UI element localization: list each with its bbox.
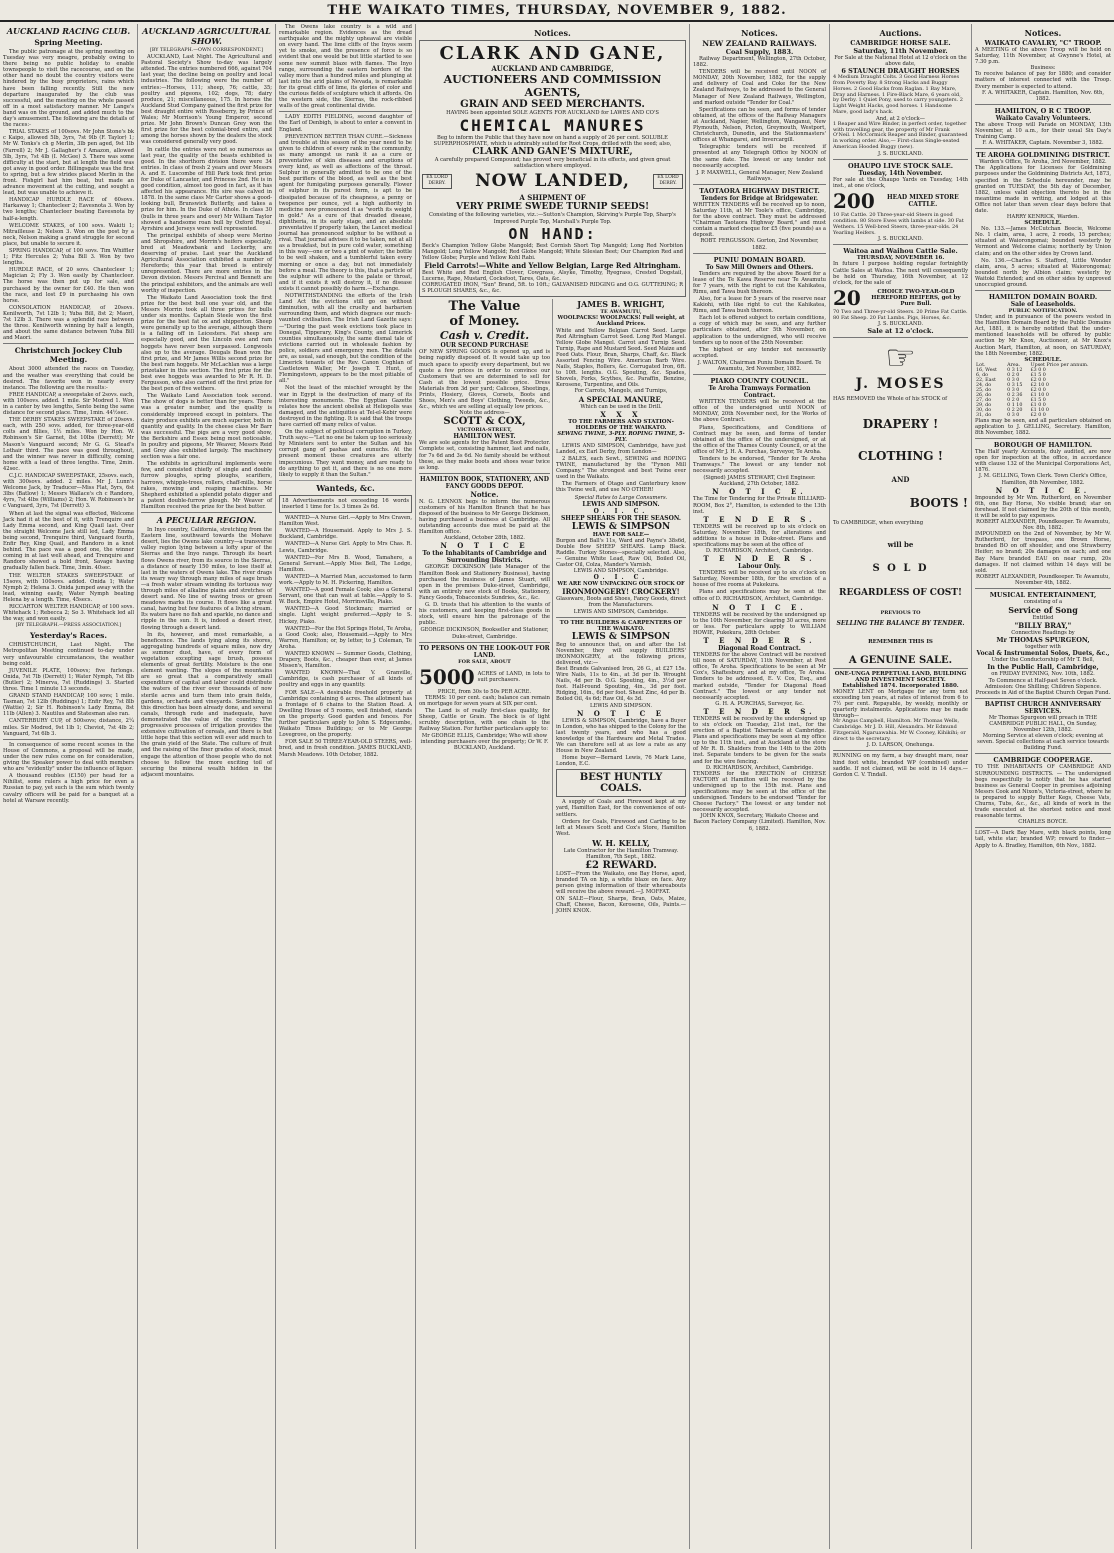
agricultural-show-article: AUCKLAND, Last Night. The Agricultural and Pastoral Society's Show to-day was largely attended. The entries numbered 666, against 704 last year, the decline being on poultry and local industries. The following were the number of entries:—Horses, 111; sheep, 76; cattle, 35; poultry and pigeons, 102; dogs, 78; dairy produce, 21; miscellaneous, 175. In horses the Auckland Stud Company gained the first prize for best draught entire with Roseberry, by Prince of Wales; Mr Morrison's Young Emperor, second prize. Mr John Brown's Duncan Grey won the first prize for the best colonial-bred entire, and among the horses shown by the dealers the stock was considered generally very good. In cattle the entries were not so numerous as last year, the quality of the beasts exhibited is good. In the shorthorn division there were 34 entries. In class of fresh 2 years and over Messrs A. and E. Luscombe of Hill Park took first prize for Duke of Lancaster, and Princess 2nd. He is in good condition, almost too good in fact, as it has affected his appearance. His sire was calved in 1878. In the same class Mr Carter shows a good-looking bull, Brunswick Butterfly, and takes a prize for him. In the Duke of Athole. In class 30 (bulls in three years and over) Mr William Taylor showed a handsome roan bull by Oxford Royal. Ayrshire and Jerseys were well represented. The principal exhibits of sheep were Merino and Shropshire, and Morrin's heifers especially, bred at Meadowbank and Lockerby, are deserving of praise. Last year the Auckland Agricultural Association exhibited a number of Herefords; this year that breed is entirely unrepresented. There are more entries in the Devon division. Messrs Percival and Bennett are the principal exhibitors, and the animals are well worthy of inspection. The Waikato Land Association took the first prize for the best bull one year old, and the Messrs Morrin took all three prizes for bulls under six months. Captain Steele won the first prize for the best fat ox and shipperton. Sheep were generally up to the average, although there is a falling off in Leicesters. Fat sheep are especially good, and the Lincoln ewe and ram hoggets have never been surpassed. Longwools also up to the average. Dougals Bean won the first prize, and Mr James Willis second prize for the best ram hoggets. Mr McLachlan was a large prizetaker in this section. The first prize for the best ewe hoggets was awarded to Mr R. H. D. Fergusson, who also carried off the first prize for the best pen of five wethers. The Waikato Land Association took second. The show of dogs is better than for years. There was a greater number, and the quality is considerably improved except in pointers. The dairy produce exhibits are much superior, both in quantity and quality. In the cheese class Mr Barr was successful. The pigs are a very good show, the Berkshire and Essex being most noticeable. In poultry and pigeons, Mr Weaver, Messrs Reid and Grey also exhibited largely. The machinery section was a fair one. The exhibits in agricultural implements were few, and consisted chiefly of single and double furrow ploughs, spring ploughs, scarifiers, harrows, whipple-trees, rollers, chaff-mills, horse rakes, mowing and reaping machines. Mr Shepherd exhibited a splendid potato digger and a patent double-furrow plough. Mr Weaver of Hamilton received the prize for the best butter.: [141, 54, 272, 510]
ohaupo-venue: For sale at the Ohaupo Yards on Tuesday, 14th inst., at one o'clock,: [833, 176, 968, 190]
turnip-varieties: Consisting of the following varieties, viz.:—Sutton's Champion, Skirving's Purple Top, Sharp's Improved Purple Top, Marshall's Purple Top.: [429, 212, 676, 225]
readings-by: Connective Readings by: [1011, 630, 1075, 637]
wanteds-rates: 18 Advertisements not exceeding 16 words inserted 1 time for 1s. 3 times 2s 6d.: [279, 495, 412, 513]
cambridge-inhabitants: To the Inhabitants of Cambridge and Surrounding Districts.: [422, 550, 547, 565]
divider: [3, 739, 134, 740]
wanted-ad: WANTED—A good Female Cook; also a General Servant, one that can wait at table.—Apply to S. W. Buck, Empire Hotel, Morrinsville, Piako.: [279, 587, 412, 606]
richardson-signature: D. RICHARDSON, Architect, Cambridge.: [705, 764, 814, 771]
divider: [3, 343, 134, 344]
regardless-of-cost: REGARDLESS OF COST!: [839, 587, 962, 598]
divider: [975, 104, 1111, 105]
sold-title: S O L D: [872, 562, 929, 574]
wanted-ad: FOR SALE 50 THREE-YEAR-OLD STEERS, well-bred, and in fresh condition. JAMES BUCKLAND, Marsh Meadows. 10th October, 1882.: [279, 739, 412, 758]
baptist-preach: Mr Thomas Spurgeon will preach in THE CAMBRIDGE PUBLIC HALL, On Sunday, November 12th, 1882.: [988, 714, 1098, 734]
christchurch-article: About 3000 attended the races on Tuesday, and the weather was everything that could be desired. The favorite won in nearly every instance. The following are the results:- FREE HANDICAP, a sweepstake of 2sovs. each, with 100sovs. added. 1 mile. Sir Modred 1. Won in a canter by two lengths, Sento being the same distance for second place. Time, 1min. 44½sec. THE DERBY STAKES SWEEPSTAKE of 20sovs. each, with 250 sovs. added, for three-year-old colts and fillies, 1½ miles. Won by Hon. W. Robinson's Sir Garnet, 8st 10lbs (Derrett); Mr Mason's Vanguard second; Mr G. G. Stead's Lothair third. The pace was good throughout, and the winner was never in difficulty, coming home with a lead of three lengths. Time, 2min. 42sec. C.J.C. HANDICAP SWEEPSTAKE, 25sovs. each, with 300sovs. added. 2 miles. Mr J. Lunn's Welcome Jack, by Traducer—Miss Flat, 5yrs, 6st 3lbs (Batlow) 1; Messrs Wallace's ch c Randoro, 4yrs, 7st 4lbs (Williams) 2; Hon. W. Robinson's br c Vanguard, 3yrs, 7st (Derrett) 3. When at last the signal was effected, Welcome Jack had it at the best of it, with Trenquire and Lady Emma second, and King Quail last. Over the straight Welcome Jack still led, Lady Emma being second, Trenquire third, Vanguard fourth, Enfir Rey, King Quail, and Randoro in a knot behind. The pace was a good one, the winner coming in at last well ahead, and Trenquire and Randoro showed a bold front, Savage having gradually fallen back. Time, 3min. 40sec. THE WELTER STAKES SWEEPSTAKE of 15sovs, with 100sovs. added. Onida 1; Water Nymph 2; Helena 3. Onida jumped away with the lead, winning easily, Water Nymph beating Helena by a length. Time, 45secs. RICCARTON WELTER HANDICAP, of 100 sovs. Whitehack 1; Rebecca 2; So 3. Whitehack led all the way, and won easily.: [3, 366, 134, 623]
knox-signature: JOHN KNOX, Secretary, Waikato Cheese and Bacon Factory Company (Limited). Hamilton, Nov. 6, 1882.: [693, 813, 826, 832]
public-notification: PUBLIC NOTIFICATION.: [1008, 308, 1078, 315]
value-title: The Value: [448, 299, 521, 315]
divider: [975, 438, 1111, 439]
glassware-boots: Glassware, Boots and Shoes, Fancy Goods, direct from the Manufacturers.: [556, 596, 686, 609]
acres-lots: ACRES of LAND, in lots to suit purchasers.: [477, 670, 550, 683]
stewart-signature: (Signed) JAMES STEWART, Civil Engineer. Auckland, 27th October, 1882.: [703, 475, 816, 488]
ex-lord-derby-tag: EX LORD DERBY.: [653, 174, 683, 188]
ex-lord-derby-tag: EX LORD DERBY.: [422, 174, 452, 188]
column-racing: [0, 24, 138, 1549]
now-landed-title: NOW LANDED,: [475, 171, 630, 192]
lewis-simpson-sig: LEWIS AND SIMPSON, Cambridge.: [573, 608, 669, 615]
kenrick-signature: HARRY KENRICK, Warden.: [1006, 214, 1080, 221]
scott-cox: SCOTT & COX,: [443, 416, 526, 428]
tenders-spaced: T E N D E R S.: [703, 514, 816, 524]
troop-title: HAMILTON, O R C TROOP.: [994, 106, 1092, 115]
pointing-hand-icon: ☞: [885, 338, 916, 379]
twine-heading: SEWING TWINE, 3-PLY. ROPING TWINE, 5-PLY.: [557, 430, 685, 443]
clothing-title: CLOTHING !: [858, 448, 943, 463]
waitoa-notice: In future I purpose holding regular fortnightly Cattle Sales at Waitoa. The next will consequently be held on Thursday, 16th November, at 12 o'clock, for the sale of: [833, 261, 968, 286]
puniu-title: PUNIU DOMAIN BOARD.: [713, 255, 806, 264]
unpacking-stock: WE ARE NOW UNPACKING OUR STOCK OF: [557, 581, 685, 588]
lewis-simpson-sig: LEWIS AND SIMPSON, Cambridge.: [573, 568, 669, 575]
hereford-heifers: CHOICE TWO-YEAR-OLD HEREFORD HEIFERS, got by Pure Bull.: [871, 288, 961, 307]
leasehold-notice: Under, and in pursuance of the powers vested in the Hamilton Domain Board by the Public Domains Act, 1881, it is hereby notified that the under-mentioned leaseholds will be offered by public auction by Mr Knox, Auctioneer, at Mr Knox's Auction Mart, Hamilton, at noon, on SATURDAY, the 18th November, 1882.: [975, 314, 1111, 357]
misc-news: LADY EDITH FIELDING, second daughter of the Earl of Denbigh, is about to enter a convent in England. PREVENTION BETTER THAN CURE.—Sickness and trouble at this season of the year need to be given to children of every rank in the community, as many amongst us rank it as a cure or preventative of skin diseases and eruptions of every kind, as well as affections of the throat. Sulphur in generally admitted to be one of the best purifiers of the blood, as well as the best agent for fumigating purposes generally. Flower of sulphur in its purest form, is apt to be dissipated because of its cheapness, a penny or twopence per ounce, yet a high authority in medicine now pronounced it as "worth its weight in gold." As a cure of that dreaded disease, diphtheria, in its early stage, and an absolute preventative if properly taken, the Lancet medical journal has pronounced sulphur to be without a rival. That journal advises it to be taken, not at all as a breakfast, but in pure cold water, something in this way—one or two a pint of water; the bottle to be well shaken, and a tumblerful taken every morning or once a day, but not immediately before a meal. The theory is this, that a particle of the sulphur will adhere to the palate or throat, and if it exists it will destroy it, if no disease exists it cannot possibly do harm.—Exchange. NOTWITHSTANDING the efforts of the Irish Land Act the evictions still go on without diminution, with all the cruelty and barbarism surrounding them, and which disgrace our much-vaunted civilisation. The Irish Land Gazette says:—"During the past week evictions took place in Donegal, Tipperary, King's County, and Limerick counties simultaneously, the same dismal tale of evictions carried out in wholesale fashion by police, soldiers and emergency men. The details are, as usual, sad enough, but the condition of the Limerick tenants of the Rev. Canon Coghlan of Castletown Waller, Mr Joseph T. Hunt, of Flemingstown, appears to be the most pitiable of all." Not the least of the mischief wrought by the war in Egypt is the destruction of many of its interesting monuments. The Egyptian Gazette relates how the ancient obelisk at Heliopolis was damaged, and the antiquities at Tel-el-Kebir were destroyed in the fighting. It is said that the troops have carried off many relics of value. On the subject of political corruption in Turkey, Truth says:—"Let no one be taken up too seriously by Ministers sent to enter the Sultan and his corrupt gang of pashas and eunuchs. At the present moment these creatures are utterly impecunious. They want money, and are ready to do anything to get it, and there is no one more likely to supply it than the Sultan.": [279, 114, 412, 478]
divider: [833, 159, 968, 160]
victoria-street: VICTORIA-STREET,: [457, 427, 512, 434]
clark-gane-auctioneers: AUCTIONEERS AND COMMISSION AGENTS,: [443, 73, 662, 99]
shears-list: Burgon and Ball's 11s, Ward and Payne's 38s6d, Double Bow SHEEP SHEARS. Lamp Black. Raddle. Turkey Stones—specially selected. Also,— Genuine White Lead, Raw Oil, Boiled Oil, Castor Oil, Colza, Mander's Varnish.: [556, 537, 686, 569]
racing-article: The public patronage at the spring meeting on Tuesday was very meagre, probably owing to there being no public holiday to enable townspeople to visit the racecourse, and on the other hand no doubt the country visitors were hindered by the busy proprietors, rains which have been falling recently. Still the new departure inaugurated by the club was successful, and the meeting on the whole passed off in a most satisfactory manner. Mr Lange's band was on the ground, and added much to the day's amusement. The following are the details of the races:- TRIAL STAKES of 100sovs. Mr John Stone's bk c Kaipo, allowed 5lb, 3yrs, 7st 9lb (F. Taylor) 1; Mr W. Tonks's ch g Merlin, 3lb pen aged, 9st 1lb (Farrell) 2; Mr J. Gallagher's f Amazon, allowed 5lb, 3yrs, 7st 4lb (I. McGee) 3. There was some difficulty at the start, but at length the field was got away in good order. Billingsgate was the first to spring, but a few strides placed Merlin in the front. Fishgirl had him beat, but made an advance movement at the cutting, and sought a lead, but was unable to achieve it. HANDICAP HURDLE RACE of 60sovs. Harkaway 1; Chantecleer 2; Eavesnota 3. Won by two lengths; Chantecleer beating Eavesnota by half-a-length. WELCOME STAKES, of 100 sovs. Wakiti 1; Mitrailleuse 2; Nelson 3. Won on the post by a neck, Nelson making a grand struggle for second place, but unable to secure it. SPRING HANDICAP, of 100 sovs. Tim Whiffler 1; Fitz Hercules 2; Yuba Bill 3. Won by two lengths. HURDLE RACE, of 20 sovs. Chantecleer 1; Magician 2; Fly 3. Won easily by Chantecleer. The horse was then put up for sale, and purchased by the owner for £40. He then won the race, and lost £9 in purchasing his own horse. CONSOLATION HANDICAP, of 20sovs. Kenilworth, 7st 12lb 1; Yuba Bill, 8st 2; Maori, 7st 12lb 3. There was a splendid race between the three. Kenilworth winning by half a length, and about the same distance between Yuba Bill and Maori.: [3, 49, 134, 342]
clark-gane-mixture: CLARK AND GANE'S MIXTURE,: [472, 147, 633, 158]
sale-time: Sale at 12 o'clock.: [867, 327, 934, 336]
builders-prices: Best Brands Galvanised Iron, 26 G., at £27 15s. Wire Nails, 11s to 4in., at 3d per lb. Wrought Nails, 4d per lb. O.G. Spouting, 4in., 3½d per foot. Half-round Spouting, 4in., 3d per foot. Ridging, 16in., 6d per foot. Sheet Zinc, 4d per lb. Boiled Oil, 4s 6d; Raw Oil, 4s 3d.: [556, 665, 686, 703]
previous-to: PREVIOUS TO: [880, 609, 921, 616]
spring-meeting-title: Spring Meeting.: [34, 38, 103, 47]
conductor: Under the Conductorship of Mr T. Bell,: [991, 657, 1095, 664]
divider: [693, 374, 826, 375]
yesterdays-races-heading: Yesterday's Races.: [30, 631, 107, 641]
wanted-ad: WANTED—A Nurse Girl.—Apply to Mrs Craven, Hamilton West.: [279, 515, 412, 528]
table-row: 16, West 0 3 12 £3 0 0: [976, 367, 1046, 373]
kelly-signature: Late Contractor for the Hamilton Tramway. Hamilton, 7th Sept., 1882.: [563, 847, 679, 861]
tenders-spaced: T E N D E R S.: [703, 636, 816, 646]
whitaker-signature: F. A. WHITAKER, Captain. November 3, 1882.: [982, 140, 1104, 147]
to-cambridge: To CAMBRIDGE, when everything: [833, 519, 924, 526]
agents-list: Mr Angus Campbell, Hamilton. Mr Thomas Wells, Cambridge. Mr J. D. Hill, Alexandra. Mr Edmund Fitzgerald, Ngaruawahia. Mr W. Cooney, Kihikihi; or direct to the secretary.: [833, 718, 966, 742]
hamilton-west: HAMILTON WEST.: [453, 433, 516, 441]
spurgeon-name: Mr THOMAS SPURGEON,: [996, 636, 1090, 645]
dickinson-notice: GEORGE DICKINSON (late Manager of the Hamilton Book and Stationery Business), having purchased the business of James Stuart, will open in the premises Duke-street, Cambridge, with an entirely new stock of Books, Stationery, Fancy Goods, Tobacconists Sundries, &c., &c. G. D. trusts that his attention to the wants of his customers, and keeping first-class goods in stock, will ensure him the patronage of the public.: [419, 564, 550, 627]
lewis-simpson-sig: LEWIS AND SIMPSON.: [590, 702, 652, 709]
own-correspondent-line: [BY TELEGRAPH.—OWN CORRESPONDENT.]: [149, 48, 264, 53]
notice-spaced: N O T I C E.: [712, 602, 807, 612]
column-miscellany: [276, 24, 416, 1549]
clark-gane-agents: HAVING been appointed SOLE AGENTS FOR AUCKLAND for LAWES AND CO'S: [446, 110, 659, 116]
puniu-notice: Tenders are required by the above Board for a lease of the Te Kawa Reserve near Te Awamutu for 7 years, with the right to cut the Kahikatea, Rimu, and Tawa bush thereon. Also, for a lease for 5 years of the reserve near Kakiohi, with like right to cut the Kahikatea, Rimu, and Tawa bush thereon. Each lot is offered subject to certain conditions, a copy of which may be seen, and any further particulars obtained, after 5th November, on application to the undersigned, who will receive tenders up to noon of the 25th November. The highest or any tender not necessarily accepted.: [693, 270, 826, 359]
clearing-tender: TENDERS will be received by the undersigned up to the 10th November, for clearing 30 acres, more or less. For particulars apply to WILLIAM HOWIE, Pukekura, 28th October.: [693, 611, 826, 636]
richardson-signature: D. RICHARDSON, Architect, Cambridge.: [705, 548, 814, 555]
horse-sale-title: CAMBRIDGE HORSE SALE.: [850, 39, 951, 47]
duke-street-tender: TENDERS will be received up to six o'clock on Saturday, November 18th, for alterations and additions to a house in Duke-street. Plans and specifications may be seen at the office of: [693, 523, 826, 548]
kelly-name: W. H. KELLY,: [592, 837, 650, 848]
ohaupo-date: Tuesday, 14th November.: [858, 169, 943, 177]
column-agricultural: [138, 24, 276, 1549]
onehunga-society: ONE-UNGA PERPETUAL LAND, BUILDING AND INVESTMENT SOCIETY.: [834, 670, 967, 683]
buckland-signature: J. S. BUCKLAND.: [877, 236, 924, 243]
alexander-signature: ROBERT ALEXANDER, Poundkeeper. Te Awamutu, November 4th, 1882.: [975, 573, 1111, 586]
moses-removed: HAS REMOVED the Whole of his STOCK of: [833, 396, 948, 403]
sheep-shears-heading: SHEEP SHEARS FOR THE SEASON.: [560, 514, 682, 522]
waitoa-title: Waitoa and Waihou Cattle Sale.: [843, 247, 958, 256]
horse-sale-date: Saturday, 11th November.: [853, 47, 948, 55]
clark-and-gane-ad: [419, 40, 686, 297]
organ-fund: Proceeds in Aid of the Baptist Church Organ Fund.: [975, 689, 1111, 696]
cooperage-notice: TO THE INHABITANTS OF CAMBRIDGE AND SURROUNDING DISTRICTS. — The undersigned begs respectfully to notify that he has started business as General Cooper in premises adjoining Messrs Cook and Nixon's, Victoria-street, where he is prepared to supply Butter Kegs, Cheese Vats, Churns, Tubs, &c., &c., all kinds of work in the trade executed at the shortest notice and most reasonable terms.: [975, 764, 1111, 820]
clark-gane-location: AUCKLAND AND CAMBRIDGE,: [491, 64, 614, 73]
clark-gane-name: CLARK AND GANE,: [439, 43, 666, 64]
wanteds-heading: Wanteds, &c.: [279, 480, 412, 493]
bridgewater-title: Tenders for Bridge at Bridgewater.: [700, 194, 819, 202]
cattle-count: 200: [833, 189, 875, 214]
of-money-title: of Money.: [449, 314, 520, 330]
clark-gane-superphosphate: Beg to inform the Public that they have now on hand a supply of 26 per cent. SOLUBLE SUPERPHOSPHATE, which is admirably suited for Root Crops, drilled with the seed; also,: [433, 135, 672, 148]
press-association-line: [BY TELEGRAPH.—PRESS ASSOCIATION.]: [15, 623, 122, 629]
divider: [279, 111, 412, 112]
walton-signature: J. WALTON, Chairman Puniu Domain Board. Te Awamutu, 3rd November, 1882.: [697, 359, 822, 373]
table-row: 27, do 0 2 0 £1 5 0: [976, 397, 1046, 403]
buckland-signature: J. S. BUCKLAND.: [877, 150, 924, 157]
shipment-of: A SHIPMENT OF: [519, 193, 586, 203]
tenders-spaced: T E N D E R S.: [703, 706, 816, 716]
alexander-signature: ROBERT ALEXANDER, Poundkeeper. Te Awamutu, Nov. 8th, 1882.: [975, 518, 1111, 532]
goldmining-title: TE AROHA GOLDMINING DISTRICT.: [975, 151, 1111, 160]
cheese-factory-tender: TENDERS for the ERECTION of CHEESE FACTORY at Hamilton will be received by the undersigned up to the 15th inst. Plans and specifications may be seen at the office of the undersigned. Tenders to be endorsed "Tender for Cheese Factory." The lowest or any tender not necessarily accepted.: [693, 770, 826, 814]
dickinson-signature: GEORGE DICKINSON, Bookseller and Stationer, Duke-street, Cambridge.: [420, 627, 549, 640]
musical-title: MUSICAL ENTERTAINMENT,: [989, 591, 1097, 599]
have-for-sale: HAVE FOR SALE—: [592, 531, 650, 538]
reward-notice: LOST—From the Waikato, one Bay Horse, aged, branded TA on hip, a white blaze on face. Any person giving information of their whereabouts will receive the above reward.—J. MOFFAT.: [556, 871, 686, 896]
consisting-of: consisting of a: [1023, 599, 1063, 605]
corrugated-iron: CORRUGATED IRON, "Sun" Brand, 5ft. to 10ft.; GALVANISED RIDGING and O.G. GUTTERING; R S PLOUGH SHARES, &c., &c.: [422, 282, 683, 295]
divider: [693, 253, 826, 254]
boyce-signature: CHARLES BOYCE.: [1018, 819, 1068, 826]
railways-notice: Railway Department, Wellington, 27th October, 1882. TENDERS will be received until NOON of MONDAY, 20th November, 1882, for the supply and delivery of Coal and Coke for the New Zealand Railways, to be addressed to the General Manager of New Zealand Railways, Wellington, and marked outside "Tender for Coal." Specifications can be seen, and forms of tender obtained, at the offices of the Railway Managers at Auckland, Napier, Wellington, Wanganui, New Plymouth, Nelson, Picton, Greymouth, Westport, Christchurch, Dunedin, and the Stationmasters' offices at Whangarei, and Invercargill. Telegraphic tenders will be received if presented at any Telegraph Office by NOON of the same date. The lowest or any tender not necessarily accepted.: [693, 56, 826, 169]
london-buyer: LEWIS & SIMPSON, Cambridge, have a Buyer in London, who has shipped to the Colony for the last twenty years, and who has a good knowledge of the Hardware and Metal Trades. We can therefore sell at as low a rate as any House in New Zealand. Home buyer—Bernard Lewis, 76 Mark Lane, London, E.C.: [556, 717, 686, 768]
chemical-manures-title: CHEMICAL MANURES: [459, 116, 646, 136]
yesterdays-races-article: CHRISTCHURCH, Last Night. The Metropolitan Meeting continued to-day under very unfavourable circumstances, the weather being cold. JUVENILE PLATE, 100sovs; five furlongs. Onida, 7st 7lb (Derrett) 1; Water Nymph, 7st 8lb (Butler) 2; Minerva, 7st (Ruddings) 3. Started three. Time 1 minute 13 seconds. GRAND STAND HANDICAP, 100 sovs; 1 mile. Tasman, 7st 12lb (Ruddings) 1; Enfir Rey, 7st 8lb (Wattie) 2; Sir H. Robinson's Lady Emma, 8st 11lb (Allen) 3. Nautilus and Statesman also ran. CANTERBURY CUP, of 500sovs; distance, 2¼ miles. Sir Modred, 9st 1lb 1; Cheviot, 7st 4lb 2; Vanguard, 7st 6lb 3.: [3, 642, 134, 737]
lennox-date: Auckland, October 28th, 1882.: [444, 535, 525, 542]
table-row: 25, do 0 3 0 £2 0 0: [976, 387, 1046, 393]
book-depot-title: HAMILTON BOOK, STATIONERY, AND FANCY GOODS DEPOT.: [420, 475, 549, 490]
field-carrots: Field Carrots!—White and Yellow Belgian, Large Red Altringham.: [424, 260, 681, 270]
cash-v-credit: Cash v. Credit.: [439, 329, 530, 343]
table-header-row: Lot. Area. Upset Price per annum.: [976, 362, 1089, 368]
wanted-ad: FOR SALE—A desirable freehold property at Cambridge containing 6 acres. The allotment has a frontage of 6 chains to the Station Road. A Dwelling House of 5 rooms, well finished, stands on the property. Good garden and fences. For further particulars apply to John S. Edgecumbe, Waikato Times Buildings; or to Mr George Lovegrove, on the property.: [279, 689, 412, 739]
lewis-simpson-banner: LEWIS & SIMPSON: [571, 521, 671, 532]
clark-gane-merchants: GRAIN AND SEED MERCHANTS.: [460, 99, 645, 110]
land-price: PRICE, from 30s to 50s PER ACRE.: [437, 688, 532, 695]
cavalry-title: WAIKATO CAVALRY, "C" TROOP.: [984, 39, 1102, 47]
divider: [833, 668, 968, 669]
value-body: OF NEW SPRING GOODS is opened up, and is being rapidly disposed of. It would take up too much space to specify every department, but we quote a few prices in order to convince our Customers that we are determined to sell for Cash at the lowest possible price. Dress Materials from 3d per yard; Calicoes, Sheetings, Prints, Hosiery, Gloves, Corsets, Boots and Shoes, Men's and Boys' Clothing, Tweeds, &c., &c., which we are selling at equally low prices.: [419, 349, 550, 411]
oic-separator: O. I. C.: [593, 507, 649, 515]
reward-heading: £2 REWARD.: [585, 860, 657, 872]
christchurch-heading: Christchurch Jockey Club Meeting.: [14, 346, 123, 365]
lewis-simpson-twine: LEWIS AND SIMPSON, Cambridge, have just Landed, ex Earl Derby, from London— 2 BALES, each Sewt., SEWING and ROPING TWINE, manufactured by the "Fynon Mill Company." The strongest and best Twine ever used in the Waikato. The Farmers of Otago and Canterbury know this Twine well, and use NO OTHER!: [556, 442, 686, 494]
parade-notice: The above Troop will Parade on MONDAY, 13th November, at 10 a.m., for their usual Six Day's Training Camp.: [975, 121, 1111, 141]
reaper-list: 1 Reaper and Wire Binder, in perfect order, together with travelling gear, the property of Mr Frank O'Neil. 1 McCormick Reaper and Binder, guaranteed in working order. Also,— First-class Single-seated American Hooded Buggy (new).: [833, 120, 968, 151]
wardens-office: Warden's Office, Te Aroha, 3rd November, 1882.: [979, 159, 1107, 166]
x-separator: X X X: [600, 409, 642, 419]
mixed-store-cattle: HEAD MIXED STORE CATTLE.: [887, 194, 959, 209]
column-auctions: [830, 24, 972, 1549]
woolpacks: WOOLPACKS! WOOLPACKS! Full weight, at Auckland Prices.: [557, 315, 685, 328]
on-hand-mangolds: Beck's Champion Yellow Globe Mangold; Best Cornish Short Top Mangold; Long Red Norbiton Mangold; Long Yellow Mangold; Red Globe Mangold; White Silesian Beet; Our Champion Red and Yellow Globe; Purple and Yellow Kohl Rabi.: [422, 242, 683, 261]
divider: [975, 698, 1111, 699]
taotaora-title: TAOTAORA HIGHWAY DISTRICT.: [699, 186, 820, 195]
goldmining-schedule: No. 133.—James McCutchan Beecie, Welcome No. 1 claim, area, 1 acre, 2 roods, 15 perches; situated at Waiorongomai; bounded westerly by Vermont and Welcome claims; northerly by Union claim; and on the other sides by Crown land. No. 136.—Charles S. Stafford, Little Wonder claim, area, 5 acres; situated at Waiorongomai; bounded north by Albion claim; westerly by Waitoki Extended; and on other sides by unproved unoccupied ground.: [975, 226, 1111, 288]
second-purchase: OUR SECOND PURCHASE: [440, 342, 529, 350]
divider: [141, 512, 272, 513]
purchas-signature: G. H. A. PURCHAS, Surveyor, &c.: [715, 700, 804, 707]
farmers-heading: TO THE FARMERS AND STATION-HOLDERS OF THE WAIKATO.: [568, 418, 674, 431]
running-notice: RUNNING on my farm, a bay draught mare, near hind foot white, branded WP (combined) under saddle. If not claimed, will be sold in 14 days.—Gordon C. V. Tindall.: [833, 753, 968, 778]
horse-list: 4 Medium Draught Colts. 3 Good Harness Horses from Poverty Bay. 8 Strong Hacks and Buggy Horses. 2 Good Hacks from Raglan. 1 Bay Mare, Dray and Harness. 1 Fire-Black Mare, 6 years old, by Derby. 1 Quiet Pony, used to carry youngsters. 2 Light Weight Hacks, good horses. 1 Handsome Mare, good lady's hack.: [833, 74, 963, 115]
ironmongery-crockery: IRONMONGERY! CROCKERY!: [562, 587, 680, 597]
acreage-figure: 5000: [419, 664, 475, 689]
will-be: will be: [887, 539, 914, 549]
best-huntly-coals: BEST HUNTLY COALS.: [556, 769, 686, 797]
friday-evening: on FRIDAY EVENING, Nov. 10th, 1882.: [991, 671, 1095, 678]
land-heading: TO PERSONS ON THE LOOK-OUT FOR LAND.: [419, 644, 550, 659]
waitoa-date: THURSDAY, NOVEMBER 16.: [856, 255, 945, 262]
gelling-notice: Plans may be seen, and all particulars obtained on application to J. GELLING, Secretary. Hamilton, 8th November, 1882.: [975, 417, 1111, 436]
agricultural-show-heading: AUCKLAND AGRICULTURAL SHOW.: [142, 26, 271, 46]
oic-separator: O. I. C.: [593, 574, 649, 582]
boot-protector: We are sole agents for the Patent Boot Protector. Complete set, consisting hammer, last and nails, for 7s 6d and 3s 6d. No family should be without these, as they make boots and shoes wear twice as long.: [419, 440, 550, 471]
divider: [556, 617, 686, 618]
builders-heading: TO THE BUILDERS & CARPENTERS OF THE WAIKATO.: [559, 619, 683, 632]
impound-notice: IMPOUNDED on the 2nd of November, by Mr W. Rutherford, for trespass, one Brown Horse, branded BO on off shoulder, and one Strawberry Heifer; no brand; 20s damages on each; and one Bay Mare branded EAU on near rump, 20s damages. If not claimed within 14 days will be sold.: [975, 531, 1111, 574]
special-rates: Special Rates to Large Consumers.: [574, 494, 668, 501]
divider: [419, 642, 550, 643]
leasehold-table: [975, 363, 1111, 418]
column-notices-right: [972, 24, 1114, 1549]
remember-this: REMEMBER THIS IS: [868, 638, 933, 645]
wanted-ad: WANTED—A Good Stockman; married or single. Light weight preferred.—Apply to S. Hickey, Piako.: [279, 606, 412, 625]
cavalry-business: To receive balance of pay for 1880; and consider matters of interest connected with the Troop. Every member is expected to attend.: [975, 71, 1111, 90]
borough-notice: The Half yearly Accounts, duly audited, are now open for inspection at the office, in accordance with clause 132 of the Municipal Corporations Act, 1876.: [975, 449, 1111, 474]
leaseholds-title: Sale of Leaseholds.: [1010, 301, 1076, 309]
lost-mare-notice: LOST—A Dark Bay Mare, with black points, long tail, white star; branded WP; reward to finder.—Apply to A. Bradley, Hamilton, 6th Nov., 1882.: [975, 830, 1111, 849]
nz-railways-title: NEW ZEALAND RAILWAYS.: [702, 39, 817, 48]
clark-gane-compound: A carefully prepared Compound; has proved very beneficial in its effects, and given great satisfaction where employed.: [434, 157, 671, 170]
cavalry-meeting: A MEETING of the above Troop will be held on Saturday, 11th November, at Gwynne's Hotel, at 7.30 p.m.: [975, 47, 1111, 66]
schedule-label: SCHEDULE.: [1024, 220, 1062, 227]
established: Established 1874. Incorporated 1880.: [842, 682, 959, 689]
wanted-ad: WANTED KNOWN — Summer Goods, Clothing, Drapery, Boots, &c., cheaper than ever, at James Missen's, Hamilton.: [279, 651, 412, 670]
notices-heading: Notices.: [741, 28, 778, 38]
on-sale-notice: ON SALE—Flour, Sharps, Bran, Oats, Maize, Chaff, Cheese, Bacon, Kerosene, Oils, Paints.—JOHN KNOX.: [556, 895, 686, 914]
table-row: 22, East 0 3 0 £2 0 0: [976, 377, 1046, 383]
public-hall: In the Public Hall, Cambridge,: [987, 663, 1099, 672]
value-of-money-ad: [419, 299, 553, 913]
whitaker-signature: F. A. WHITAKER, Captain. Hamilton, Nov. 6th, 1882.: [981, 89, 1105, 102]
piako-notice: WRITTEN TENDERS will be received at the office of the undersigned until NOON of MONDAY, 20th November next, for the Works of the above Contract. Plans, Specifications, and Conditions of Contract may be seen, and forms of tender obtained at the office of the undersigned, or at the office of the Thames County Council, or at the office of Mr J. H. A. Purchas, Surveyor, Te Aroha. Tenders to be endorsed, "Tender for Te Aroha Tramways." The lowest or any tender not necessarily accepted.: [693, 399, 826, 475]
wanted-ad: WANTED—For the Hot Springs Hotel, Te Aroha, a Good Cook; also, Housemaid.—Apply to Mrs Warren, Hamilton; or, by letter, to J. Coleman, Te Aroha.: [279, 625, 412, 650]
owens-lake-continuation: The Owens lake country is a wild and remarkable region. Evidences as the dread earthquake and the mighty upheaval are visible on every hand. The lime cliffs of the Inyos seem yet to smoke, and the presence of force is so evident that one would be but little startled to see some new summit blaze with flames. The Inyo range, surrounding the eastern borders of the valley more than a hundred miles and plunging at last into the arid plains of Nevada, is remarkable for its great cliffs of lime, its glories of color and the curious fields of sculpture which it affords. On the western side, the Sierras, the rock-ribbed walls of the great continental divide.: [279, 24, 412, 110]
column-notices-main: [416, 24, 690, 1549]
misc-paragraphs: In consequence of some recent scenes in the House of Commons, a proposal will be made, under the new rules come on for consideration, giving the Speaker power to deal with members who are "evidently" under the influence of liquor. A thousand roubles (£150) per head for a Nihilist, some rulers a high price for even a Russian to pay, yet such is the sum which twenty cavalry officers will be paid for a banquet at a hotel at Warsaw recently.: [3, 741, 134, 804]
impound-notice: Impounded by Mr Wm. Rutherford, on November 6th, one Bay Horse, No visible brand; star on forehead. If not claimed by the 20th of this month, it will be sold to pay expenses.: [975, 494, 1111, 519]
notice-spaced: N O T I C E.: [995, 485, 1091, 495]
wanted-ad: WANTED—A Nurse Girl. Apply to Mrs Chas. R. Lewis, Cambridge.: [279, 541, 412, 554]
peculiar-region-heading: A PECULIAR REGION.: [156, 515, 257, 526]
notices-heading: Notices.: [534, 28, 571, 38]
wanteds-list: [279, 515, 412, 758]
selling-balance: SELLING THE BALANCE BY TENDER.: [836, 619, 965, 627]
auctions-heading: Auctions.: [879, 28, 922, 38]
turnip-seeds: VERY PRIME SWEDE TURNIP SEEDS!: [455, 202, 650, 213]
notice-spaced: N O T I C E: [576, 708, 666, 718]
divider: [833, 750, 968, 751]
admission: Admission: One Shilling; Children Sixpence.: [984, 683, 1102, 690]
buckland-signature: J. S. BUCKLAND.: [877, 321, 924, 328]
two-oclock: And, at 2 o'clock—: [876, 115, 925, 122]
column-tenders: [690, 24, 830, 1549]
borough-title: BOROUGH OF HAMILTON.: [993, 441, 1093, 450]
taotaora-notice: WRITTEN TENDERS will be received up to noon, Saturday 11th, at Mr Toole's office, Cambridge, for the above contract. They must be addressed "Chairman Taotaora Highway Board," and must contain a marked cheque for £5 (five pounds) as a deposit.: [693, 201, 826, 239]
wright-stock: White and Yellow Belgian Carrot Seed. Large Red Altringham Carrot Seed. Long Red Mangel. Yellow Globe Mangel. Carrot and Turnip Seed. Turnip, Rape and Mustard Seed. Seed Maize and Feed Oats. Flour, Bran, Sharps, Chaff, &c. Black Assorted Fencing Wire. American Barb Wire. Nails, Staples, Rollers, &c. Corrugated Iron, 6ft. to 10ft. lengths. O.G. Spouting, &c. Spades, Shovels, Forks, Scythes, &c. Paraffin, Benzine, Kerosene, Turpentine, and Oils.: [556, 327, 686, 389]
divider: [419, 473, 550, 474]
waitoa-list: 70 Two and Three-yr-old Steers. 20 Prime Fat Cattle. 80 Fat Sheep. 20 Fat Lambs. Pigs, Horses, &c.: [833, 308, 968, 321]
coal-supply-title: Coal Supply, 1883.: [725, 48, 794, 56]
drill-note: Which can be used in the Drill.: [580, 403, 662, 410]
and-label: AND: [891, 474, 910, 484]
divider: [975, 290, 1111, 291]
commence-time: To Commence at Half-past Seven o'clock.: [988, 677, 1098, 684]
tabernacle-tender: TENDERS will be received by the undersigned up to six o'clock on Tuesday, 21st inst., for the erection of a Baptist Tabernacle at Cambridge. Plans and specifications may be seen at my office up to the 11th inst., and at Auckland at the store of Mr R. B. Shalders from the 14th to the 20th inst. Separate tenders to be given for the seats and for the wire fencing.: [693, 715, 826, 765]
land-contact: Mr GEORGE ELLIS, Cambridge; Who will show intending purchasers over the property; Or W. F. BUCKLAND, Auckland.: [420, 733, 549, 752]
piako-title: PIAKO COUNTY COUNCIL.: [710, 377, 809, 386]
divider: [833, 244, 968, 245]
horse-sale-venue: For Sale at the National Hotel at 12 o'clock on the above date,: [834, 55, 967, 68]
table-row: 30, do 0 2 20 £1 10 0: [976, 407, 1049, 413]
cooperage-title: CAMBRIDGE COOPERAGE.: [993, 756, 1093, 765]
land-terms: TERMS: 10 per cent. cash; balance can remain on mortgage for seven years at SIX per cent. The Land is of really first-class quality, for Sheep, Cattle or Grain. The block is of light scrubby description, with one chain to the Railway Station. For further particulars apply to:: [419, 694, 550, 733]
service-of-song: Service of Song: [1008, 605, 1078, 616]
divider: [975, 753, 1111, 754]
gelling-signature: J. M. GELLING, Town Clerk. Town Clerk's Office, Hamilton, 8th November, 1882.: [978, 473, 1108, 486]
wanted-ad: WANTED—For Mrs B. Wood, Tamahere, a General Servant.—Apply Miss Bell, The Lodge, Hamilton.: [279, 554, 412, 573]
for-carrots: For Carrots, Mangels, and Turnips,: [574, 388, 668, 395]
draught-horses: 6 STAUNCH DRAUGHT HORSES: [841, 67, 960, 76]
table-row: 24, do 0 3 15 £2 10 0: [976, 382, 1049, 388]
goldmining-notice: The Applications for Licenses for Goldmining purposes under the Goldmining Districts Act, 1873, specified in the Schedule hereunder, may be granted on TUESDAY, the 5th day of December, 1882, unless valid objection thereto be in the meantime made in writing, and lodged at this Office not later than seven clear days before that date.: [975, 165, 1111, 214]
vocal-solos: Vocal & Instrumental Solos, Duets, &c.,: [976, 650, 1110, 658]
divider: [975, 588, 1111, 589]
billy-bray: "BILLY BRAY,": [1014, 621, 1072, 631]
drapery-title: DRAPERY !: [862, 416, 939, 431]
ohaupo-title: OHAUPO LIVE STOCK SALE.: [847, 161, 953, 170]
note-address: Note the address—: [459, 410, 510, 417]
business-label: Business:: [1030, 65, 1056, 72]
saw-mill-title: To Saw Mill Owners and Others.: [705, 263, 814, 271]
on-hand-title: ON HAND:: [508, 224, 597, 243]
baptist-services: Morning Service at eleven o'clock; evening at seven. Special collections at each service towards Building Fund.: [977, 733, 1109, 752]
fergusson-signature: ROBT. FERGUSSON. Gorton, 2nd November, 1882.: [700, 238, 819, 251]
ohaupo-list: 10 Fat Cattle. 20 Three-year-old Steers in good condition. 80 Store Ewes with lambs at side. 30 Fat Wethers. 15 Well-bred Steers, three-year-olds. 24 Yearling Heifers.: [833, 212, 964, 236]
table-row: 29, do 0 1 10 £1 0 0: [976, 402, 1046, 408]
baptist-title: BAPTIST CHURCH ANNIVERSARY SERVICES.: [984, 700, 1102, 715]
money-lent: MONEY LENT on Mortgage for any term not exceeding ten years, at rates of interest from 6 to 7½ per cent. Repayable, by weekly, monthly or quarterly instalments. Applications may be made through—: [833, 688, 968, 720]
masthead: THE WAIKATO TIMES, THURSDAY, NOVEMBER 9, 1882.: [0, 0, 1114, 22]
builders-intro: Beg to announce that, on and after the 1st November, they will supply BUILDERS' IRONMONGERY, at the following prices, delivered, viz:—: [556, 641, 686, 666]
notice-label: Notice.: [470, 489, 499, 499]
tramways-title: Te Aroha Tramways Formation Contract.: [708, 385, 811, 400]
together-with: together with: [1025, 644, 1061, 651]
special-manure: A SPECIAL MANURE,: [578, 394, 664, 404]
domain-board-title: HAMILTON DOMAIN BOARD.: [988, 293, 1098, 302]
labour-only: Labour Only.: [738, 563, 781, 571]
clover-seeds: Best White and Red English Clover, Cowgrass, Alsyke, Timothy, Ryegrass, Crested Dogstail, Lucerne, Rape, Mustard, Cocksfoot, Tares, Oats, &c.: [422, 269, 683, 283]
table-row: 31, do 0 3 0 £2 0 0: [976, 412, 1046, 418]
divider: [975, 148, 1111, 149]
table-row: 26, do 0 2 36 £1 10 0: [976, 392, 1049, 398]
column-wright-lewis: [556, 299, 686, 913]
notice-spaced: N O T I C E.: [712, 487, 807, 497]
lewis-simpson-sig: LEWIS AND SIMPSON.: [582, 500, 660, 508]
schedule-label: SCHEDULE.: [1024, 356, 1062, 363]
moses-name: J. MOSES: [855, 376, 946, 393]
wanted-ad: WANTED—A Housemaid. Apply to Mrs J. S. Buckland, Cambridge.: [279, 528, 412, 541]
wanted-ad: WANTED—A Married Man, accustomed to farm work.—Apply to M. H. Pickering, Hamilton.: [279, 573, 412, 586]
divider: [975, 827, 1111, 828]
table-row: 6, do 0 2 0 £1 5 0: [976, 372, 1046, 378]
coal-notice: A supply of Coals and Firewood kept at my yard, Hamilton East, for the convenience of out-settlers. Orders for Coals, Firewood and Carting to be left at Messrs Scott and Cox's Store, Hamilton West.: [556, 799, 686, 837]
billiard-notice: The Time for Tendering for the Private BILLIARD-ROOM, Box 2°, Hamilton, is extended to the 13th inst.: [693, 496, 826, 515]
maxwell-signature: J. P. MAXWELL, General Manager, New Zealand Railways.: [696, 169, 823, 182]
lewis-simpson-banner: LEWIS & SIMPSON: [571, 631, 671, 642]
genuine-sale-title: A GENUINE SALE.: [848, 654, 953, 666]
diagonal-road-title: Diagonal Road Contract.: [718, 645, 801, 653]
heifer-count: 20: [833, 285, 861, 310]
boots-title: BOOTS !: [909, 495, 968, 510]
divider: [693, 184, 826, 185]
wright-location: TE AWAMUTU,: [600, 309, 642, 316]
diagonal-road-tender: TENDERS for the above Contract will be received till noon of SATURDAY, 11th November, at Post office, Te Aroha. Specifications to be seen at Mr Cox's, Shaftesbury, and at my office, Te Aroha. Tenders to be addressed, E. V. Cox, Esq., and marked outside, "Tender for Diagonal Road Contract." The lowest or any tender not necessarily accepted.: [693, 652, 826, 701]
notices-heading: Notices.: [1024, 28, 1062, 38]
racing-club-heading: AUCKLAND RACING CLUB.: [6, 26, 131, 36]
volunteers-title: Waikato Cavalry Volunteers.: [995, 114, 1091, 122]
entitled: Entitled: [1032, 615, 1054, 622]
wright-name: JAMES B. WRIGHT,: [577, 299, 665, 310]
lennox-notice: N. G. LENNOX begs to inform the numerous customers of his Hamilton Branch that he has disposed of the business to Mr George Dickinson, having purchased a business at Cambridge. All outstanding accounts due must be paid at the Hamilton office.: [419, 498, 550, 536]
larson-signature: J. D. LARSON, Onehunga.: [866, 742, 935, 749]
peculiar-region-article: In Inyo country, California, stretching from the Eastern line, southward towards the Mohave desert, lies the Owens lake country—a transverse valley region lying between a lofty spur of the Sierras and the Inyo range. Through its heart flows Owens river, from its source in the Sierras, a distance of nearly 150 miles, to lose itself at last in the waters of Owens lake. The river drags its weary way through many miles of sage brush—a fresh water stream winding its tortuous way through miles of alkaline plains and stretches of desert sand. No line of waving trees or green meadows marks its course. It flows like a great canal, having but few features of a living stream. Its waters have no fish and sparkle, no dance and ripple in the sun. It is, indeed a desert river, flowing through a desert land. In its, however, and most remarkable, a beneficence. The lands lying along its shores, aggregating hundreds of square miles, now dry as summer dust, have, of every form of vegetation excepting sage brush, possess elements of great fertility. Moisture is the one element wanting. The slopes of the mountains are so great that a comparatively small expenditure of capital and labor could distribute the waters of the river over thousands of now sterile acres and turn them into grain fields, gardens, orchards and vineyards. Something in this direction has been already done, and several canals, through rude and inadequate, have demonstrated the value of the country. The progressive processes of irrigation provides the extensive cultivation of cereals, and there is but little hope that this section will ever add much to the grain yield of the State. The culture of fruit and the raising of the finer grades of stock, must engage the attention of those people who do not choose to follow the more exciting toil of securing the mineral wealth hidden in the adjacent mountains.: [141, 527, 272, 778]
wanted-ad: WANTED KNOWN—That V. Granville, Cambridge, is cash purchaser of all kinds of poultry and eggs in any quantity.: [279, 670, 412, 689]
for-sale-about: FOR SALE, ABOUT: [458, 658, 511, 665]
notice-spaced: N O T I C E: [440, 541, 529, 551]
tenders-spaced: T E N D E R S.: [703, 554, 816, 564]
pukekura-tender: TENDERS will be received up to six o'clock on Saturday, November 18th, for the erection of a house of five rooms at Pukekura. Plans and specifications may be seen at the office of D. RICHARDSON, Architect, Cambridge.: [693, 570, 826, 602]
